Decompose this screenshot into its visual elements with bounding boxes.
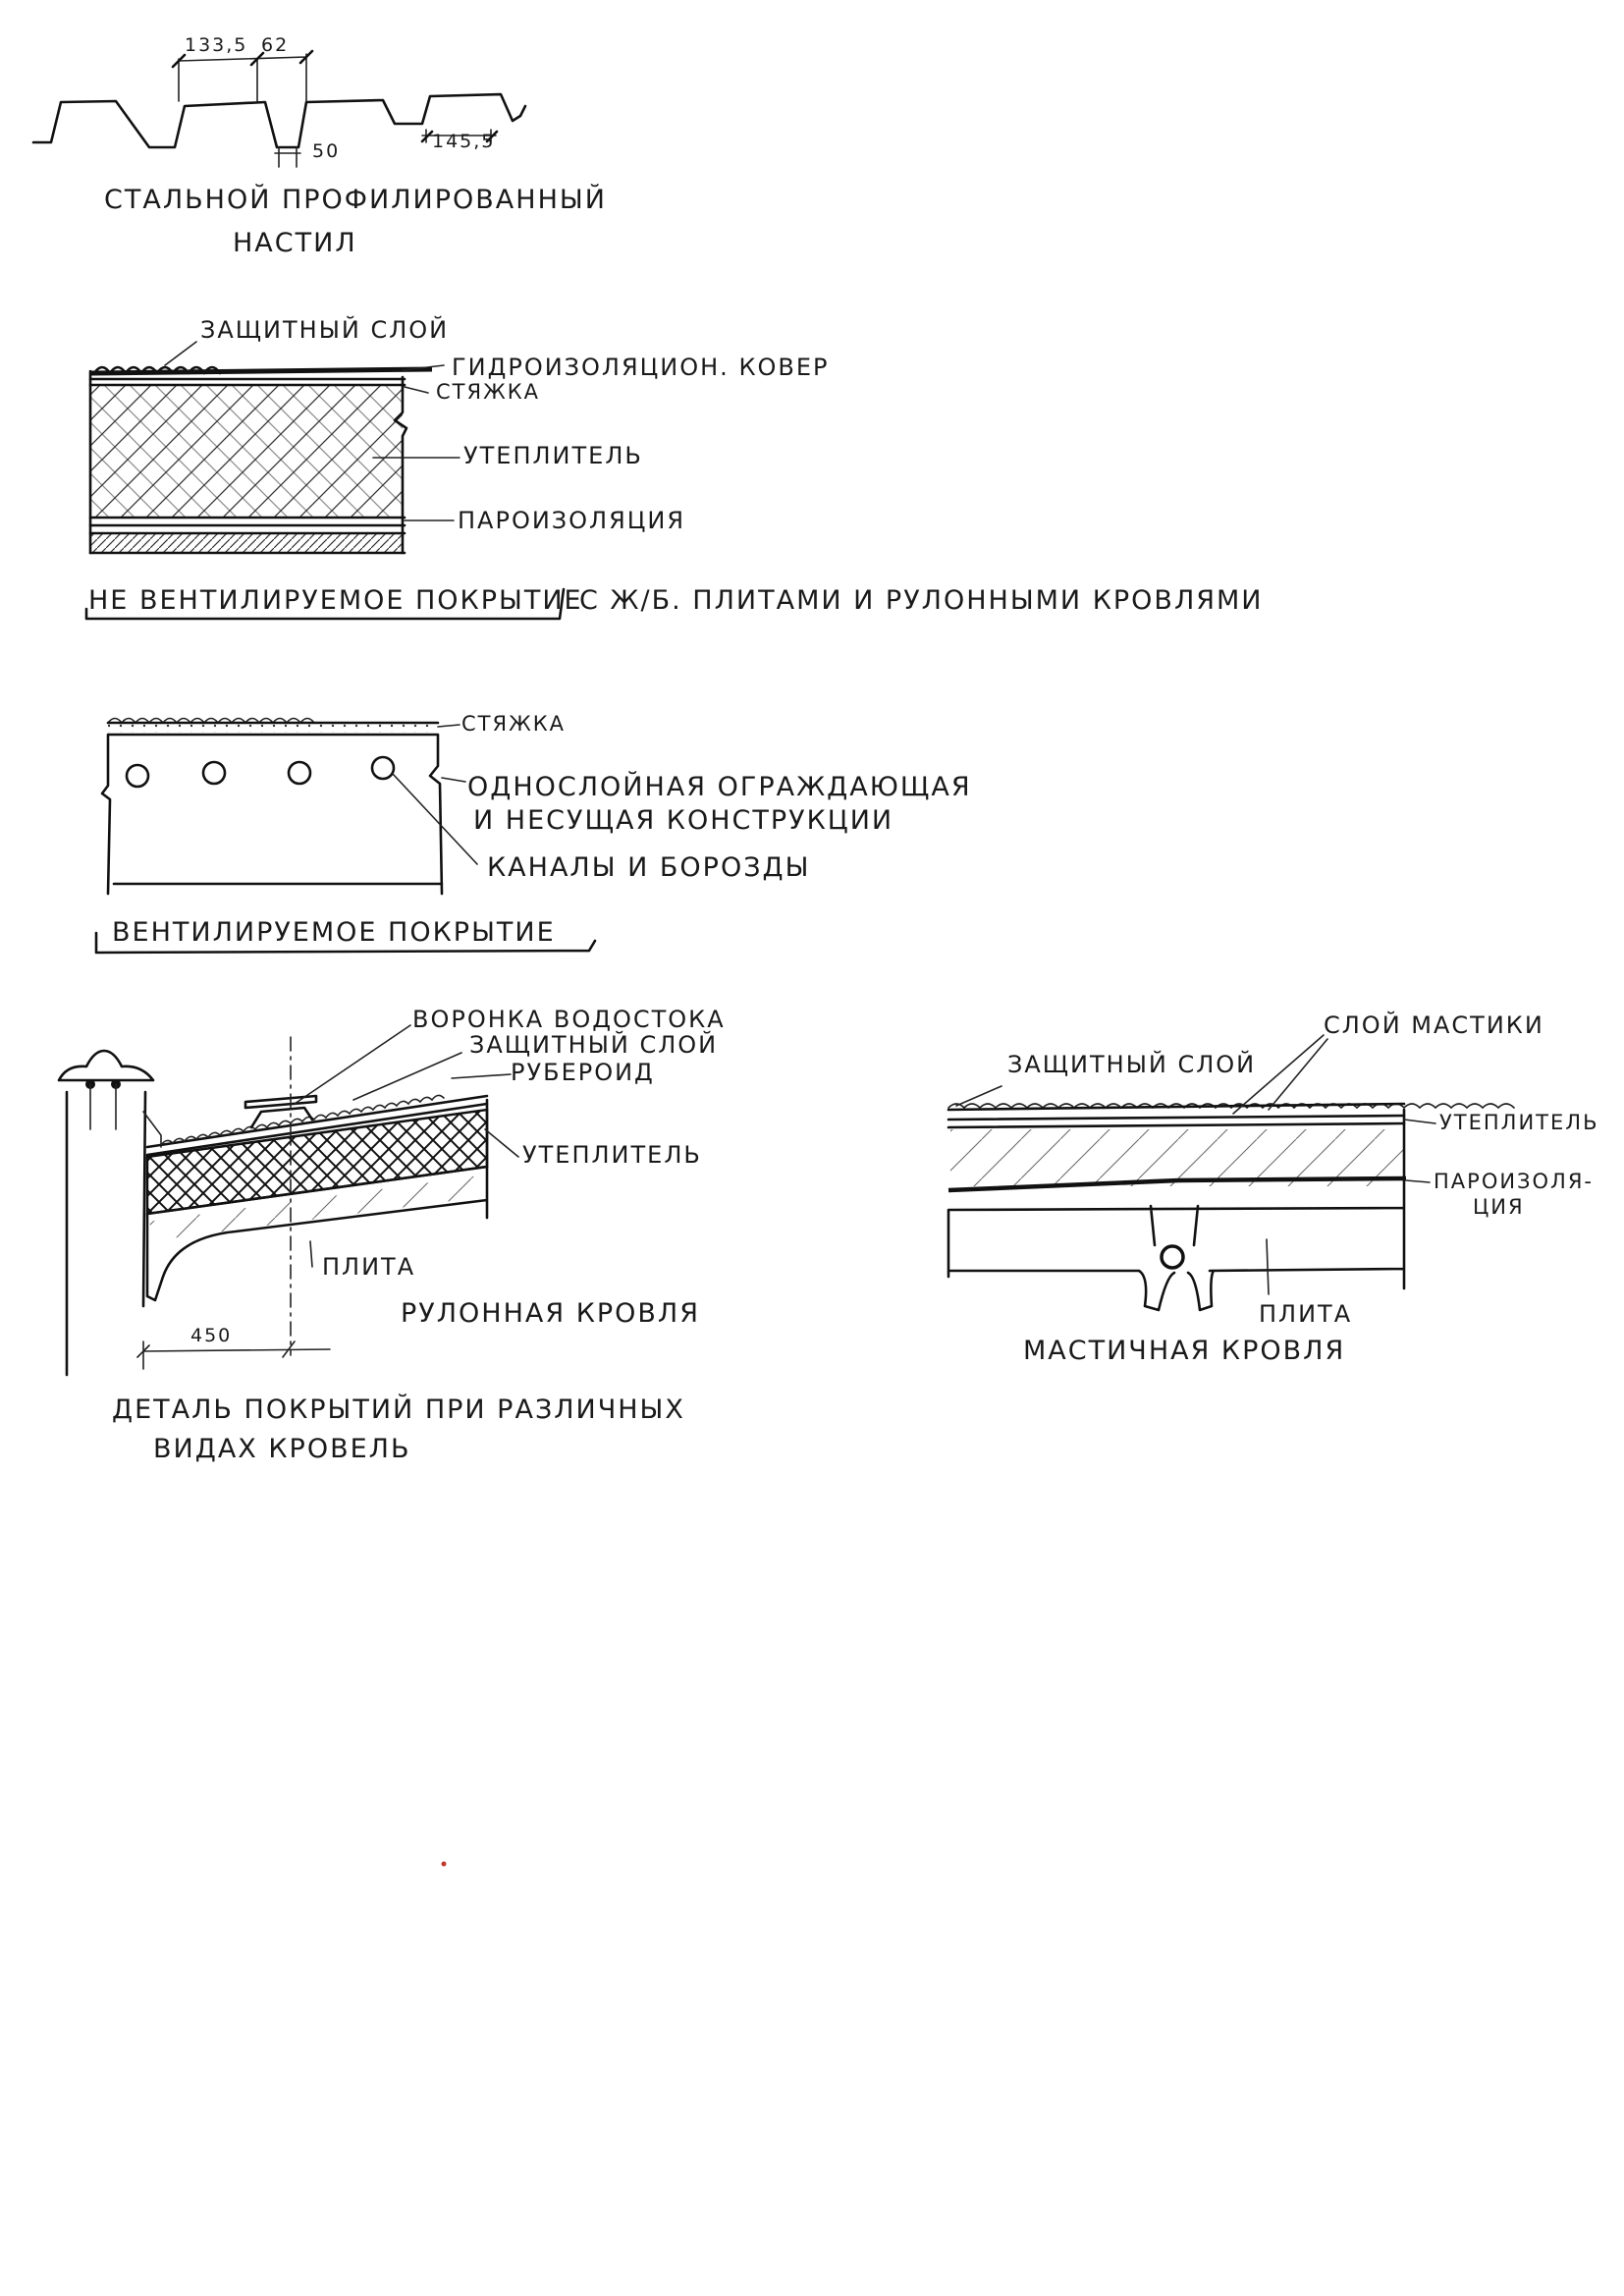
m-label-vapor1: ПАРОИЗОЛЯ- <box>1434 1170 1595 1193</box>
stray-mark <box>442 1862 447 1867</box>
nv-label-insulation: УТЕПЛИТЕЛЬ <box>463 442 643 469</box>
m-label-protective: ЗАЩИТНЫЙ СЛОЙ <box>1007 1051 1257 1078</box>
deck-caption-line1: СТАЛЬНОЙ ПРОФИЛИРОВАННЫЙ <box>104 185 607 215</box>
deck-caption-line2: НАСТИЛ <box>233 228 357 258</box>
non-ventilated-section <box>86 315 1264 619</box>
m-label-mastic: СЛОЙ МАСТИКИ <box>1324 1011 1544 1039</box>
ventilated-leaders <box>393 725 477 864</box>
waterproofing-carpet <box>90 369 432 373</box>
mastic-roof-section <box>948 1011 1598 1366</box>
parapet-rods <box>90 1084 116 1129</box>
roll-roof-section <box>59 1006 726 1464</box>
channel-3 <box>289 762 310 784</box>
nv-label-protective: ЗАЩИТНЫЙ СЛОЙ <box>200 316 450 344</box>
v-label-structure2: И НЕСУЩАЯ КОНСТРУКЦИИ <box>473 805 894 836</box>
m-label-vapor2: ЦИЯ <box>1473 1195 1525 1219</box>
m-label-insulation: УТЕПЛИТЕЛЬ <box>1439 1111 1599 1134</box>
slab-layer <box>90 533 403 553</box>
v-caption: ВЕНТИЛИРУЕМОЕ ПОКРЫТИЕ <box>112 917 556 948</box>
nv-caption-main: НЕ ВЕНТИЛИРУЕМОЕ ПОКРЫТИЕ <box>88 585 583 616</box>
deck-dim-62: 62 <box>261 34 290 56</box>
mastic-drain-pipe <box>1162 1246 1183 1268</box>
ventilated-slab-outline <box>102 723 442 894</box>
v-label-screed: СТЯЖКА <box>461 712 566 736</box>
nv-label-screed: СТЯЖКА <box>436 380 540 404</box>
deck-dim-145: 145,5 <box>432 131 496 152</box>
deck-dim-50: 50 <box>312 140 341 162</box>
roll-label-ruberoid: РУБЕРОИД <box>511 1059 655 1086</box>
roll-caption-line2: ВИДАХ КРОВЕЛЬ <box>153 1434 411 1464</box>
roll-label-funnel: ВОРОНКА ВОДОСТОКА <box>412 1006 726 1033</box>
profiled-deck-section <box>33 34 607 258</box>
channel-4 <box>372 757 394 779</box>
v-label-channels: КАНАЛЫ И БОРОЗДЫ <box>487 852 811 883</box>
roll-caption-line1: ДЕТАЛЬ ПОКРЫТИЙ ПРИ РАЗЛИЧНЫХ <box>112 1394 685 1425</box>
nv-label-waterproofing: ГИДРОИЗОЛЯЦИОН. КОВЕР <box>452 354 830 381</box>
channel-1 <box>127 765 148 787</box>
deck-dim-133: 133,5 <box>185 34 248 56</box>
mastic-layers <box>948 1104 1404 1127</box>
m-label-slab: ПЛИТА <box>1259 1300 1353 1328</box>
ventilated-screed-fill <box>108 723 432 733</box>
v-label-structure1: ОДНОСЛОЙНАЯ ОГРАЖДАЮЩАЯ <box>467 772 972 802</box>
roll-label-protective: ЗАЩИТНЫЙ СЛОЙ <box>469 1031 719 1059</box>
roll-title: РУЛОННАЯ КРОВЛЯ <box>401 1298 700 1329</box>
nv-caption-tail: С Ж/Б. ПЛИТАМИ И РУЛОННЫМИ КРОВЛЯМИ <box>579 585 1264 616</box>
roll-label-insulation: УТЕПЛИТЕЛЬ <box>522 1141 702 1169</box>
roll-label-slab: ПЛИТА <box>322 1253 416 1281</box>
insulation-layer-cross <box>90 385 403 518</box>
channel-2 <box>203 762 225 784</box>
roll-dim-450: 450 <box>190 1325 233 1346</box>
ventilated-section <box>96 712 972 953</box>
m-title: МАСТИЧНАЯ КРОВЛЯ <box>1023 1336 1346 1366</box>
parapet-wall <box>59 1051 153 1375</box>
dimension-450 <box>137 1341 330 1369</box>
nv-label-vapor: ПАРОИЗОЛЯЦИЯ <box>458 507 686 534</box>
